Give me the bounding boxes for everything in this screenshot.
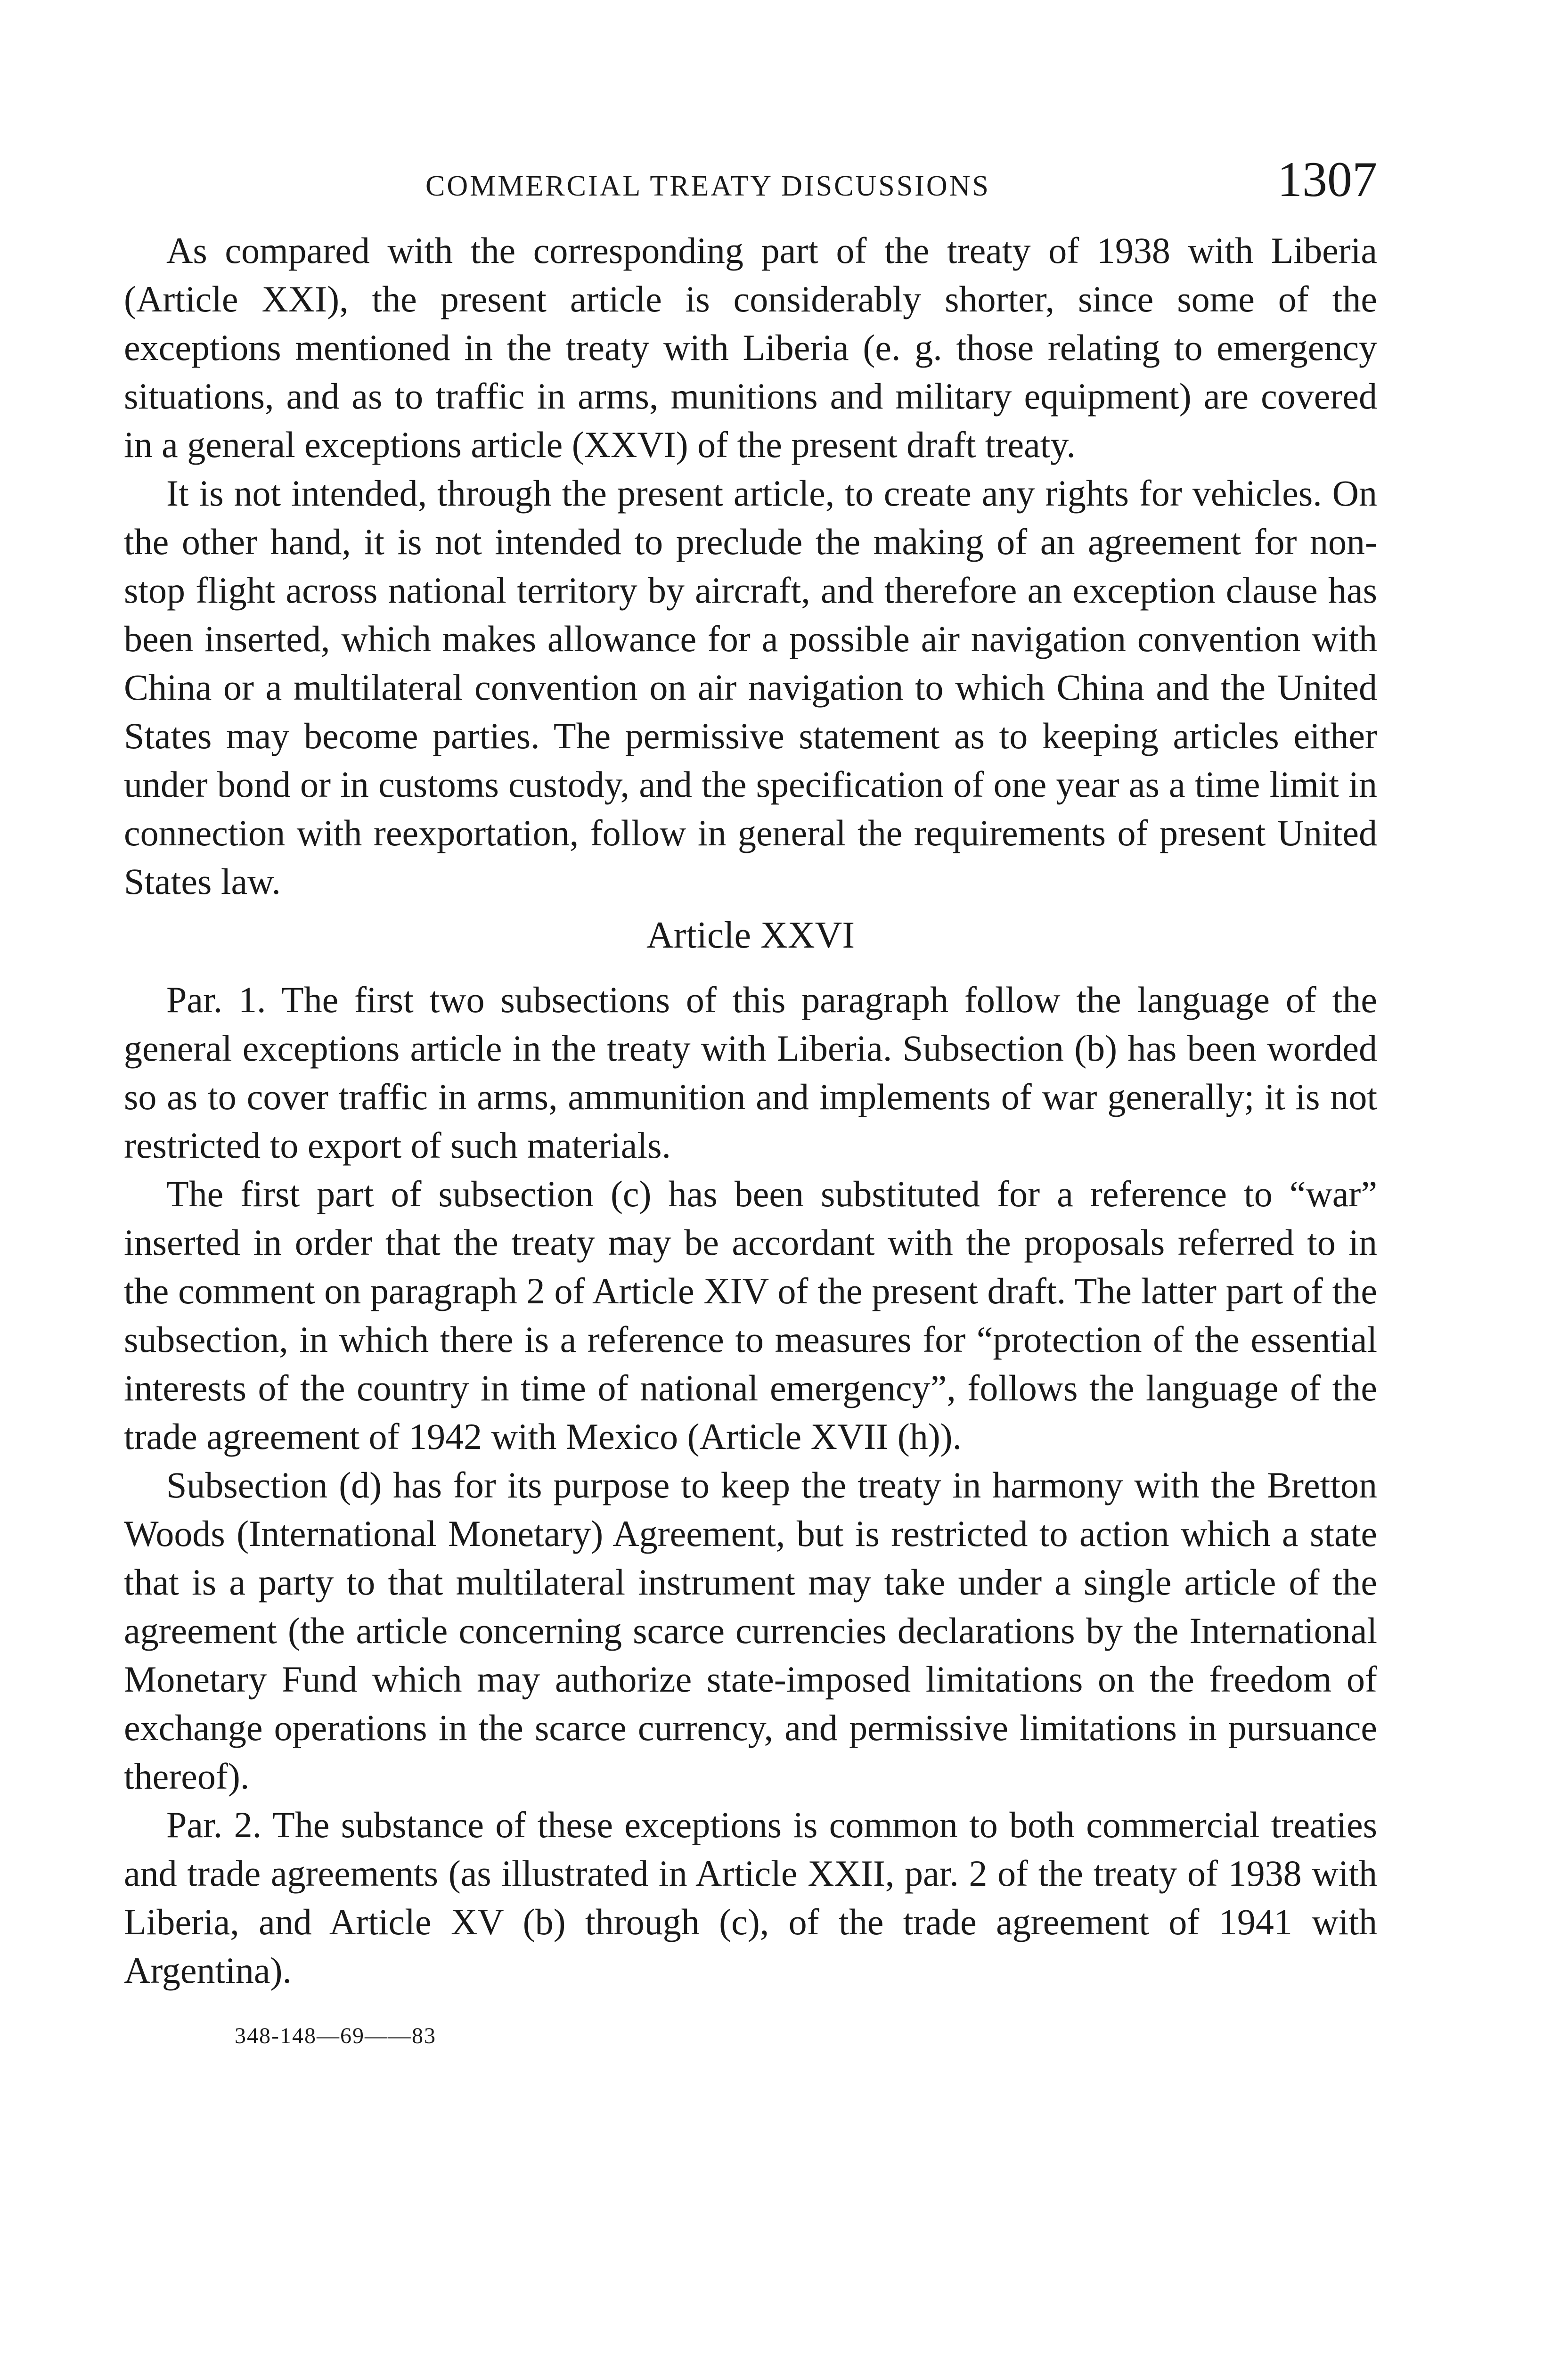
page-number: 1307 <box>1277 152 1377 207</box>
print-code: 348-148—69——83 <box>235 2023 436 2048</box>
running-title: COMMERCIAL TREATY DISCUSSIONS <box>425 170 990 202</box>
paragraph: It is not intended, through the present article, to create any rights for vehicles. On the other hand, it is not intended to preclude the making of an agreement for non-stop flight across national territory by aircraft, and therefore an exception clause has been inserted, which makes allowance for a possible air navigation convention with China or a multilateral convention on air navigation to which China and the United States may become parties. The permissive statement as to keeping articles either under bond or in customs custody, and the specification of one year as a time limit in connection with reexportation, follow in general the requirements of present United States law. <box>124 473 1377 902</box>
paragraph: Subsection (d) has for its purpose to keep the treaty in harmony with the Bretton Woods (International Monetary) Agreement, but is restricted to action which a state that is a party to that multilateral instrument may take under a single article of the agreement (the article concerning scarce currencies declarations by the International Monetary Fund which may authorize state-imposed limitations on the freedom of exchange operations in the scarce currency, and permissive limitations in pursuance thereof). <box>124 1464 1377 1797</box>
paragraph: As compared with the corresponding part of the treaty of 1938 with Liberia (Article XXI), the present article is considerably shorter, since some of the exceptions mentioned in the treaty with Liberia (e. g. those relating to emergency situations, and as to traffic in arms, munitions and military equipment) are covered in a general exceptions article (XXVI) of the present draft treaty. <box>124 230 1377 465</box>
running-head <box>124 151 1377 212</box>
paragraph: Par. 2. The substance of these exceptions is common to both commercial treaties and trade agreements (as illustrated in Article XXII, par. 2 of the treaty of 1938 with Liberia, and Article XV (b) through (c), of the trade agreement of 1941 with Argentina). <box>124 1804 1377 1991</box>
document-page <box>124 151 1377 2049</box>
paragraph: Par. 1. The first two subsections of this paragraph follow the language of the general exceptions article in the treaty with Liberia. Subsection (b) has been worded so as to cover traffic in arms, ammunition and implements of war generally; it is not restricted to export of such materials. <box>124 979 1377 1166</box>
paragraph: The first part of subsection (c) has been substituted for a reference to “war” inserted in order that the treaty may be accordant with the proposals referred to in the comment on paragraph 2 of Article XIV of the present draft. The latter part of the subsection, in which there is a reference to measures for “protection of the essential interests of the country in time of national emergency”, follows the language of the trade agreement of 1942 with Mexico (Article XVII (h)). <box>124 1173 1377 1457</box>
section-heading: Article XXVI <box>646 915 855 956</box>
